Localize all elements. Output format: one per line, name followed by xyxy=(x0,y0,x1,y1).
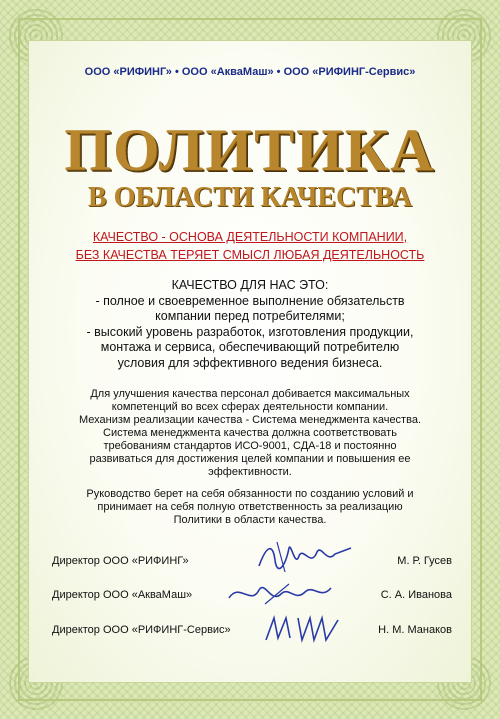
improvement-line: Для улучшения качества персонал добивается максимальных xyxy=(90,388,410,400)
document-title: ПОЛИТИКА xyxy=(64,117,436,183)
signature-row xyxy=(52,589,452,607)
quality-slogan xyxy=(0,228,500,264)
improvement-line: требованиям стандартов ИСО-9001, СДА-18 и постоянно xyxy=(103,440,397,452)
improvement-line: Механизм реализации качества - Система менеджмента качества. xyxy=(78,414,421,426)
signatory-role: Директор ООО «АкваМаш» xyxy=(52,589,193,601)
improvement-line: развиваться для достижения целей компании и повышения ее xyxy=(89,453,411,465)
improvement-paragraph xyxy=(40,388,460,479)
signatory-name: М. Р. Гусев xyxy=(397,555,452,567)
management-line: Политики в области качества. xyxy=(173,514,327,526)
management-paragraph xyxy=(40,488,460,527)
management-line: принимает на себя полную ответственность за реализацию xyxy=(97,501,403,513)
quality-heading: КАЧЕСТВО ДЛЯ НАС ЭТО: xyxy=(171,278,329,292)
quality-line: монтажа и сервиса, обеспечивающий потребителю xyxy=(100,340,400,354)
improvement-line: эффективности. xyxy=(208,466,292,478)
quality-line: - высокий уровень разработок, изготовления продукции, xyxy=(86,324,414,339)
signatory-name: Н. М. Манаков xyxy=(378,624,452,636)
signatory-role: Директор ООО «РИФИНГ-Сервис» xyxy=(52,624,231,636)
quality-definition xyxy=(40,278,460,371)
quality-line: компании перед потребителями; xyxy=(155,309,345,323)
improvement-line: компетенций во всех сферах деятельности компании. xyxy=(111,401,389,413)
slogan-line-2: БЕЗ КАЧЕСТВА ТЕРЯЕТ СМЫСЛ ЛЮБАЯ ДЕЯТЕЛЬНОСТЬ xyxy=(75,248,425,262)
improvement-line: Система менеджмента качества должна соответствовать xyxy=(103,427,397,439)
company-list: ООО «РИФИНГ» • ООО «АкваМаш» • ООО «РИФИНГ-Сервис» xyxy=(84,66,416,78)
management-line: Руководство берет на себя обязанности по созданию условий и xyxy=(86,488,414,500)
signature-row xyxy=(52,555,452,573)
signatory-name: С. А. Иванова xyxy=(380,589,452,601)
signatory-role: Директор ООО «РИФИНГ» xyxy=(52,555,189,567)
document-subtitle: В ОБЛАСТИ КАЧЕСТВА xyxy=(87,182,413,213)
slogan-line-1: КАЧЕСТВО - ОСНОВА ДЕЯТЕЛЬНОСТИ КОМПАНИИ, xyxy=(92,230,408,244)
signature-row xyxy=(52,624,452,642)
quality-line: - полное и своевременное выполнение обязательств xyxy=(95,293,405,308)
quality-line: условия для эффективного ведения бизнеса. xyxy=(117,355,383,370)
